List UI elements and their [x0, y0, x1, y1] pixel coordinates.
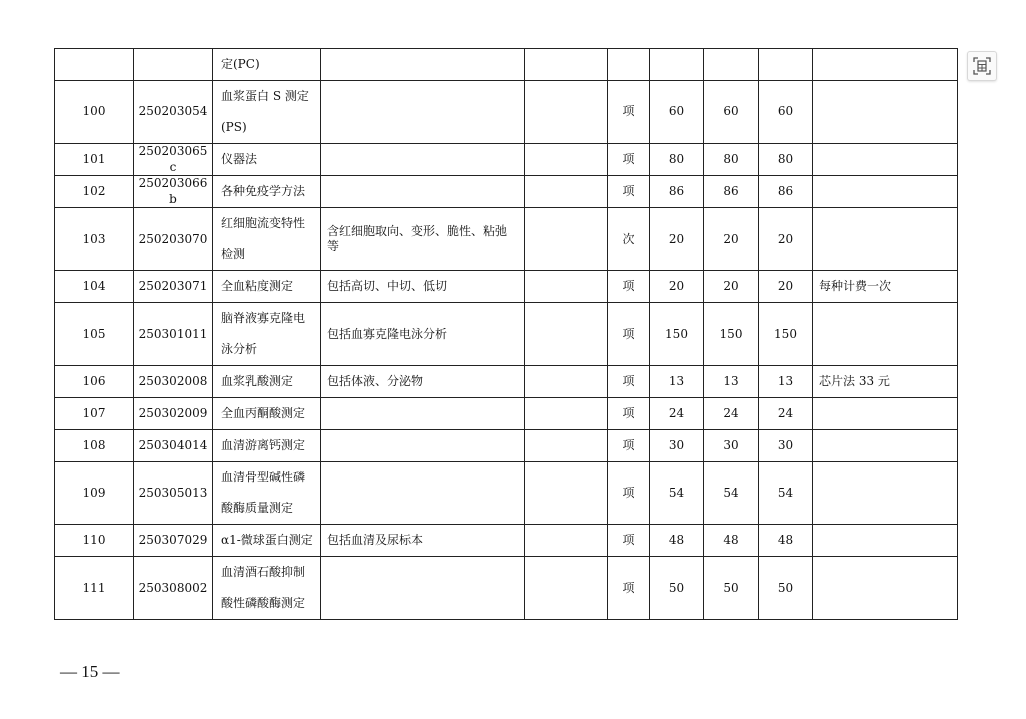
- col-code-cell: 250203066b: [134, 176, 213, 208]
- frame-icon: [973, 57, 991, 75]
- col-name-cell: 血浆蛋白 S 测定(PS): [213, 81, 321, 144]
- col-unit-cell: [608, 49, 650, 81]
- fee-table-body: [55, 49, 958, 620]
- col-content-cell: [321, 430, 525, 462]
- col-seq-cell: 103: [55, 208, 134, 271]
- col-excluded-cell: [525, 176, 608, 208]
- col-code-cell: 250308002: [134, 557, 213, 620]
- col-price-c-cell: 20: [759, 208, 813, 271]
- col-seq-cell: 102: [55, 176, 134, 208]
- col-price-b-cell: 30: [704, 430, 759, 462]
- col-price-b-cell: [704, 49, 759, 81]
- col-price-b-cell: 20: [704, 208, 759, 271]
- col-content-cell: [321, 398, 525, 430]
- col-seq-cell: 109: [55, 462, 134, 525]
- col-code-cell: 250307029: [134, 525, 213, 557]
- col-name-cell: 全血丙酮酸测定: [213, 398, 321, 430]
- col-seq-cell: 105: [55, 303, 134, 366]
- table-row: [55, 430, 958, 462]
- col-price-c-cell: 54: [759, 462, 813, 525]
- col-price-c-cell: [759, 49, 813, 81]
- col-name-cell: 血浆乳酸测定: [213, 366, 321, 398]
- col-seq-cell: 108: [55, 430, 134, 462]
- col-price-c-cell: 150: [759, 303, 813, 366]
- table-row: [55, 81, 958, 144]
- col-name-cell: 全血粘度测定: [213, 271, 321, 303]
- col-unit-cell: 项: [608, 525, 650, 557]
- col-price-a-cell: 20: [650, 208, 704, 271]
- col-excluded-cell: [525, 144, 608, 176]
- col-code-cell: [134, 49, 213, 81]
- fee-table-sheet: [54, 48, 958, 620]
- col-seq-cell: 110: [55, 525, 134, 557]
- col-price-c-cell: 50: [759, 557, 813, 620]
- col-excluded-cell: [525, 303, 608, 366]
- col-code-cell: 250302008: [134, 366, 213, 398]
- col-content-cell: [321, 49, 525, 81]
- col-price-b-cell: 86: [704, 176, 759, 208]
- col-price-a-cell: 86: [650, 176, 704, 208]
- col-code-cell: 250302009: [134, 398, 213, 430]
- col-note-cell: [813, 398, 958, 430]
- col-code-cell: 250203054: [134, 81, 213, 144]
- col-note-cell: [813, 144, 958, 176]
- col-price-a-cell: 60: [650, 81, 704, 144]
- col-note-cell: [813, 81, 958, 144]
- col-name-cell: 血清游离钙测定: [213, 430, 321, 462]
- page-number: — 15 —: [60, 662, 120, 681]
- col-price-c-cell: 80: [759, 144, 813, 176]
- table-row: [55, 208, 958, 271]
- col-note-cell: [813, 303, 958, 366]
- col-seq-cell: 100: [55, 81, 134, 144]
- col-excluded-cell: [525, 81, 608, 144]
- col-unit-cell: 项: [608, 366, 650, 398]
- col-price-a-cell: 54: [650, 462, 704, 525]
- col-price-a-cell: 48: [650, 525, 704, 557]
- col-price-c-cell: 13: [759, 366, 813, 398]
- table-row: [55, 49, 958, 81]
- frame-select-button[interactable]: [967, 51, 997, 81]
- col-excluded-cell: [525, 462, 608, 525]
- col-price-c-cell: 24: [759, 398, 813, 430]
- table-row: [55, 462, 958, 525]
- table-row: [55, 271, 958, 303]
- col-seq-cell: [55, 49, 134, 81]
- col-code-cell: 250203070: [134, 208, 213, 271]
- col-price-b-cell: 24: [704, 398, 759, 430]
- col-price-a-cell: 150: [650, 303, 704, 366]
- col-seq-cell: 104: [55, 271, 134, 303]
- col-price-a-cell: [650, 49, 704, 81]
- col-note-cell: 芯片法 33 元: [813, 366, 958, 398]
- col-note-cell: [813, 430, 958, 462]
- table-row: [55, 144, 958, 176]
- col-content-cell: [321, 81, 525, 144]
- col-content-cell: 包括体液、分泌物: [321, 366, 525, 398]
- col-excluded-cell: [525, 49, 608, 81]
- col-unit-cell: 项: [608, 462, 650, 525]
- col-name-cell: 血清酒石酸抑制酸性磷酸酶测定: [213, 557, 321, 620]
- table-row: [55, 303, 958, 366]
- col-price-b-cell: 13: [704, 366, 759, 398]
- table-row: [55, 557, 958, 620]
- col-content-cell: [321, 176, 525, 208]
- col-unit-cell: 项: [608, 303, 650, 366]
- col-unit-cell: 项: [608, 144, 650, 176]
- col-price-b-cell: 60: [704, 81, 759, 144]
- col-price-b-cell: 150: [704, 303, 759, 366]
- col-content-cell: [321, 462, 525, 525]
- col-price-b-cell: 48: [704, 525, 759, 557]
- col-price-c-cell: 30: [759, 430, 813, 462]
- col-price-b-cell: 80: [704, 144, 759, 176]
- col-note-cell: [813, 462, 958, 525]
- col-unit-cell: 项: [608, 398, 650, 430]
- col-code-cell: 250203065c: [134, 144, 213, 176]
- col-unit-cell: 项: [608, 557, 650, 620]
- col-price-b-cell: 54: [704, 462, 759, 525]
- col-note-cell: [813, 557, 958, 620]
- table-row: [55, 398, 958, 430]
- col-code-cell: 250203071: [134, 271, 213, 303]
- col-note-cell: 每种计费一次: [813, 271, 958, 303]
- col-content-cell: 含红细胞取向、变形、脆性、粘弛等: [321, 208, 525, 271]
- col-price-c-cell: 86: [759, 176, 813, 208]
- col-unit-cell: 项: [608, 176, 650, 208]
- col-price-a-cell: 24: [650, 398, 704, 430]
- col-price-b-cell: 50: [704, 557, 759, 620]
- col-content-cell: 包括高切、中切、低切: [321, 271, 525, 303]
- col-note-cell: [813, 176, 958, 208]
- table-row: [55, 176, 958, 208]
- col-excluded-cell: [525, 430, 608, 462]
- col-name-cell: 定(PC): [213, 49, 321, 81]
- col-seq-cell: 106: [55, 366, 134, 398]
- col-price-a-cell: 20: [650, 271, 704, 303]
- col-price-a-cell: 13: [650, 366, 704, 398]
- col-price-a-cell: 30: [650, 430, 704, 462]
- col-content-cell: 包括血清及尿标本: [321, 525, 525, 557]
- col-name-cell: 红细胞流变特性检测: [213, 208, 321, 271]
- col-price-c-cell: 60: [759, 81, 813, 144]
- col-code-cell: 250304014: [134, 430, 213, 462]
- col-excluded-cell: [525, 525, 608, 557]
- col-unit-cell: 次: [608, 208, 650, 271]
- col-excluded-cell: [525, 271, 608, 303]
- col-name-cell: 仪器法: [213, 144, 321, 176]
- col-name-cell: α1-微球蛋白测定: [213, 525, 321, 557]
- col-name-cell: 各种免疫学方法: [213, 176, 321, 208]
- col-note-cell: [813, 525, 958, 557]
- col-code-cell: 250305013: [134, 462, 213, 525]
- table-row: [55, 525, 958, 557]
- col-seq-cell: 111: [55, 557, 134, 620]
- col-price-a-cell: 50: [650, 557, 704, 620]
- col-unit-cell: 项: [608, 81, 650, 144]
- col-excluded-cell: [525, 208, 608, 271]
- col-name-cell: 脑脊液寡克隆电泳分析: [213, 303, 321, 366]
- col-unit-cell: 项: [608, 271, 650, 303]
- col-price-c-cell: 48: [759, 525, 813, 557]
- col-price-c-cell: 20: [759, 271, 813, 303]
- col-code-cell: 250301011: [134, 303, 213, 366]
- col-note-cell: [813, 208, 958, 271]
- table-row: [55, 366, 958, 398]
- col-seq-cell: 101: [55, 144, 134, 176]
- col-note-cell: [813, 49, 958, 81]
- col-content-cell: 包括血寡克隆电泳分析: [321, 303, 525, 366]
- col-name-cell: 血清骨型碱性磷酸酶质量测定: [213, 462, 321, 525]
- col-excluded-cell: [525, 557, 608, 620]
- col-content-cell: [321, 144, 525, 176]
- col-unit-cell: 项: [608, 430, 650, 462]
- col-price-b-cell: 20: [704, 271, 759, 303]
- col-price-a-cell: 80: [650, 144, 704, 176]
- col-excluded-cell: [525, 366, 608, 398]
- col-excluded-cell: [525, 398, 608, 430]
- fee-table: [54, 48, 958, 620]
- col-content-cell: [321, 557, 525, 620]
- col-seq-cell: 107: [55, 398, 134, 430]
